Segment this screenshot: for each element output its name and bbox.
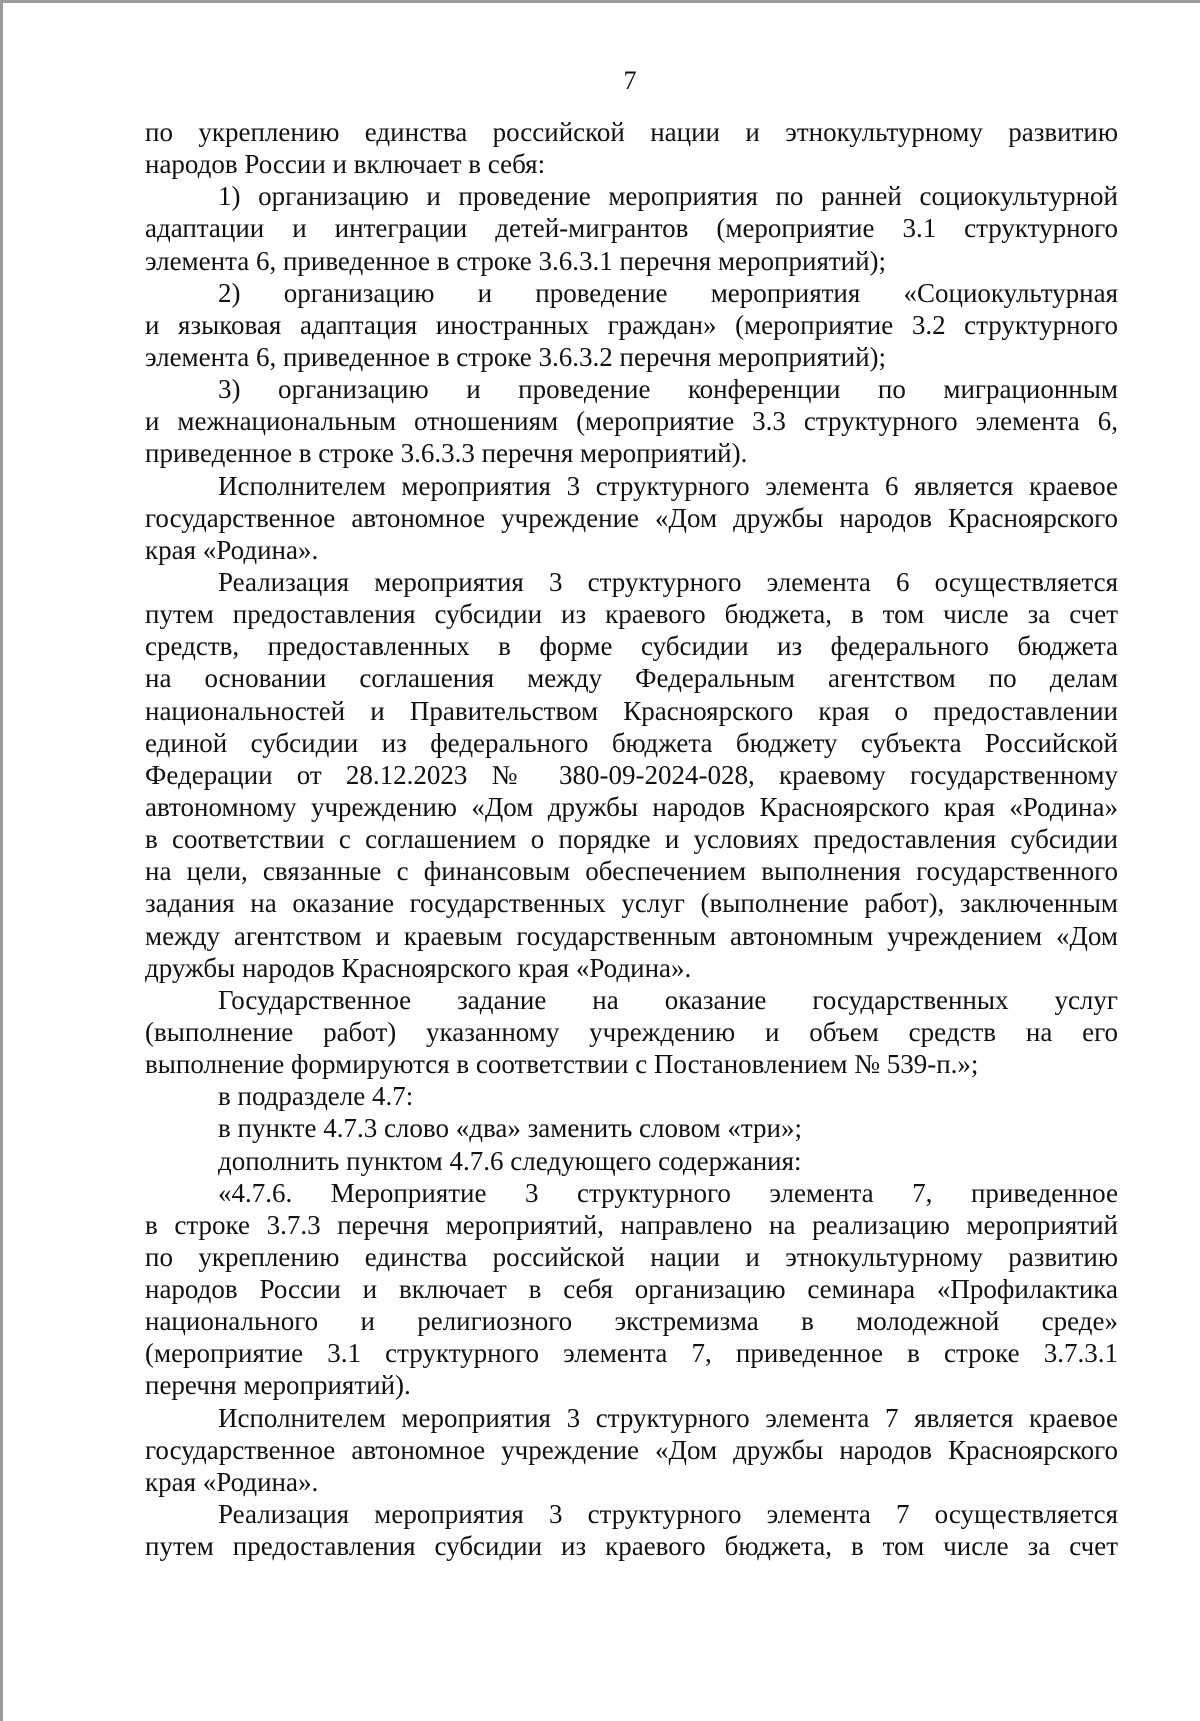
text-line: по укреплению единства российской нации и этнокультурному развитию [145,1241,1118,1272]
text-line: дополнить пунктом 4.7.6 следующего содержания: [218,1145,802,1176]
text-line: Исполнителем мероприятия 3 структурного элемента 6 является краевое [218,470,1118,501]
paragraph [145,1402,1118,1498]
text-line: выполнение формируются в соответствии с Постановлением № 539-п.»; [145,1049,979,1080]
text-line: Исполнителем мероприятия 3 структурного элемента 7 является краевое [218,1402,1118,1433]
paragraph [145,1145,1118,1177]
paragraph [145,1080,1118,1112]
text-line: края «Родина». [145,534,319,565]
text-line: 1) организацию и проведение мероприятия по ранней социокультурной [218,181,1118,212]
paragraph [145,180,1118,276]
text-line: между агентством и краевым государственным автономным учреждением «Дом [145,920,1118,951]
text-line: Федерации от 28.12.2023 № 380-09-2024-028, краевому государственному [145,759,1118,790]
paragraph [145,470,1118,566]
text-line: 3) организацию и проведение конференции по миграционным [218,374,1118,405]
text-line: и языковая адаптация иностранных граждан» (мероприятие 3.2 структурного [145,309,1118,340]
text-line: и межнациональным отношениям (мероприятие 3.3 структурного элемента 6, [145,406,1118,437]
text-line: в подразделе 4.7: [218,1081,414,1112]
text-line: средств, предоставленных в форме субсидии из федерального бюджета [145,631,1118,662]
text-line: элемента 6, приведенное в строке 3.6.3.2 перечня мероприятий); [145,341,887,372]
text-line: национальностей и Правительством Красноярского края о предоставлении [145,695,1118,726]
text-line: путем предоставления субсидии из краевого бюджета, в том числе за счет [145,1531,1118,1562]
paragraph [145,984,1118,1080]
text-line: адаптации и интеграции детей-мигрантов (мероприятие 3.1 структурного [145,213,1118,244]
scan-edge-top [0,0,1200,3]
document-body [145,116,1118,1562]
scan-edge-left [0,0,3,1721]
paragraph [145,277,1118,373]
text-line: Реализация мероприятия 3 структурного элемента 7 осуществляется [218,1499,1118,1530]
text-line: единой субсидии из федерального бюджета бюджету субъекта Российской [145,727,1118,758]
text-line: на цели, связанные с финансовым обеспечением выполнения государственного [145,856,1118,887]
paragraph [145,566,1118,984]
text-line: Реализация мероприятия 3 структурного элемента 6 осуществляется [218,566,1118,597]
text-line: перечня мероприятий). [145,1370,411,1401]
text-line: 2) организацию и проведение мероприятия «Социокультурная [218,277,1118,308]
text-line: по укреплению единства российской нации и этнокультурному развитию [145,117,1118,147]
text-line: в соответствии с соглашением о порядке и условиях предоставления субсидии [145,824,1118,855]
text-line: края «Родина». [145,1466,319,1497]
text-line: задания на оказание государственных услуг (выполнение работ), заключенным [145,888,1118,919]
text-line: приведенное в строке 3.6.3.3 перечня мероприятий). [145,438,748,469]
text-line: автономному учреждению «Дом дружбы народов Красноярского края «Родина» [145,791,1118,822]
text-line: в строке 3.7.3 перечня мероприятий, направлено на реализацию мероприятий [145,1209,1118,1240]
paragraph [145,1112,1118,1144]
paragraph [145,116,1118,180]
text-line: (выполнение работ) указанному учреждению и объем средств на его [145,1016,1118,1047]
text-line: «4.7.6. Мероприятие 3 структурного элемента 7, приведенное [218,1177,1118,1208]
paragraph [145,373,1118,469]
text-line: в пункте 4.7.3 слово «два» заменить словом «три»; [218,1113,802,1144]
text-line: Государственное задание на оказание государственных услуг [218,984,1118,1015]
text-line: элемента 6, приведенное в строке 3.6.3.1 перечня мероприятий); [145,245,887,276]
page-number: 7 [623,66,637,95]
text-line: дружбы народов Красноярского края «Родина». [145,952,692,983]
text-line: государственное автономное учреждение «Дом дружбы народов Красноярского [145,1434,1118,1465]
paragraph [145,1177,1118,1402]
text-line: путем предоставления субсидии из краевого бюджета, в том числе за счет [145,599,1118,630]
text-line: на основании соглашения между Федеральным агентством по делам [145,663,1118,694]
text-line: (мероприятие 3.1 структурного элемента 7, приведенное в строке 3.7.3.1 [145,1338,1118,1369]
text-line: государственное автономное учреждение «Дом дружбы народов Красноярского [145,502,1118,533]
paragraph [145,1498,1118,1562]
text-line: народов России и включает в себя: [145,149,546,180]
text-line: национального и религиозного экстремизма в молодежной среде» [145,1306,1118,1337]
text-line: народов России и включает в себя организацию семинара «Профилактика [145,1274,1118,1305]
